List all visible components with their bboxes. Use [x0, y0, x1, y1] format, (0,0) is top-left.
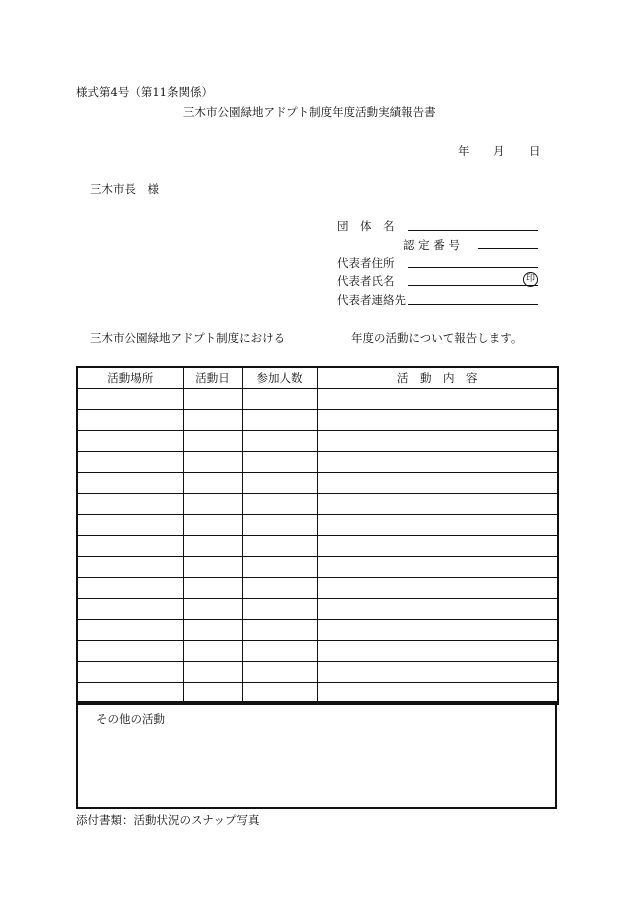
table-cell[interactable] [317, 536, 558, 557]
table-cell[interactable] [77, 641, 183, 662]
table-cell[interactable] [317, 599, 558, 620]
table-row [77, 641, 558, 662]
statement-right: 年度の活動について報告します。 [351, 331, 523, 345]
table-cell[interactable] [77, 473, 183, 494]
table-cell[interactable] [242, 410, 317, 431]
table-cell[interactable] [317, 494, 558, 515]
header-location: 活動場所 [77, 367, 183, 389]
header-date: 活動日 [183, 367, 242, 389]
form-number: 様式第4号（第11条関係） [76, 85, 213, 99]
table-cell[interactable] [242, 662, 317, 683]
rep-contact-field[interactable] [408, 304, 538, 305]
table-cell[interactable] [77, 578, 183, 599]
table-cell[interactable] [183, 473, 242, 494]
table-row [77, 662, 558, 683]
table-cell[interactable] [317, 431, 558, 452]
table-cell[interactable] [77, 431, 183, 452]
table-cell[interactable] [77, 389, 183, 410]
table-cell[interactable] [242, 599, 317, 620]
table-cell[interactable] [242, 494, 317, 515]
table-row [77, 494, 558, 515]
date-day: 日 [529, 144, 541, 158]
header-participants: 参加人数 [242, 367, 317, 389]
attachment-note: 添付書類：活動状況のスナップ写真 [76, 813, 260, 827]
table-row [77, 515, 558, 536]
table-cell[interactable] [317, 410, 558, 431]
table-cell[interactable] [77, 515, 183, 536]
table-cell[interactable] [242, 578, 317, 599]
group-name-label: 団 体 名 [337, 219, 395, 233]
table-cell[interactable] [183, 662, 242, 683]
date-year: 年 [458, 144, 470, 158]
table-cell[interactable] [242, 536, 317, 557]
table-cell[interactable] [183, 599, 242, 620]
table-row [77, 557, 558, 578]
table-cell[interactable] [77, 599, 183, 620]
table-cell[interactable] [77, 662, 183, 683]
table-cell[interactable] [77, 410, 183, 431]
group-name-field[interactable] [408, 230, 538, 231]
table-cell[interactable] [317, 452, 558, 473]
table-row [77, 389, 558, 410]
other-activities-box[interactable] [76, 701, 557, 809]
table-cell[interactable] [77, 557, 183, 578]
table-cell[interactable] [183, 494, 242, 515]
cert-number-label: 認 定 番 号 [403, 238, 460, 252]
table-cell[interactable] [242, 557, 317, 578]
table-cell[interactable] [183, 536, 242, 557]
table-cell[interactable] [183, 620, 242, 641]
table-cell[interactable] [183, 410, 242, 431]
activity-table [76, 366, 559, 705]
table-cell[interactable] [317, 662, 558, 683]
table-cell[interactable] [242, 452, 317, 473]
table-cell[interactable] [183, 431, 242, 452]
table-cell[interactable] [183, 515, 242, 536]
table-cell[interactable] [317, 557, 558, 578]
table-row [77, 599, 558, 620]
table-body [77, 389, 558, 705]
table-row [77, 410, 558, 431]
table-header-row [77, 367, 558, 389]
table-cell[interactable] [183, 557, 242, 578]
rep-address-field[interactable] [408, 267, 538, 268]
table-row [77, 620, 558, 641]
table-cell[interactable] [242, 473, 317, 494]
statement-left: 三木市公園緑地アドプト制度における [90, 331, 286, 345]
table-row [77, 431, 558, 452]
rep-name-label: 代表者氏名 [337, 274, 395, 288]
table-cell[interactable] [77, 620, 183, 641]
table-cell[interactable] [242, 431, 317, 452]
table-row [77, 536, 558, 557]
table-cell[interactable] [77, 494, 183, 515]
date-month: 月 [493, 144, 505, 158]
cert-number-field[interactable] [478, 248, 538, 249]
table-cell[interactable] [317, 641, 558, 662]
table-cell[interactable] [77, 452, 183, 473]
table-cell[interactable] [183, 641, 242, 662]
header-content: 活 動 内 容 [317, 367, 558, 389]
page-title: 三木市公園緑地アドプト制度年度活動実績報告書 [183, 105, 436, 119]
table-cell[interactable] [317, 515, 558, 536]
table-row [77, 578, 558, 599]
table-cell[interactable] [77, 536, 183, 557]
table-cell[interactable] [317, 473, 558, 494]
other-activities-label: その他の活動 [96, 712, 165, 726]
rep-contact-label: 代表者連絡先 [337, 293, 406, 307]
addressee: 三木市長 様 [90, 182, 159, 196]
table-cell[interactable] [242, 515, 317, 536]
rep-address-label: 代表者住所 [337, 256, 395, 270]
table-row [77, 473, 558, 494]
table-cell[interactable] [242, 389, 317, 410]
table-cell[interactable] [317, 620, 558, 641]
table-cell[interactable] [317, 389, 558, 410]
table-cell[interactable] [242, 620, 317, 641]
table-cell[interactable] [183, 389, 242, 410]
table-cell[interactable] [242, 641, 317, 662]
table-cell[interactable] [183, 452, 242, 473]
seal-mark: 印 [523, 272, 538, 287]
table-row [77, 452, 558, 473]
table-cell[interactable] [317, 578, 558, 599]
rep-name-field[interactable] [408, 285, 538, 286]
table-cell[interactable] [183, 578, 242, 599]
